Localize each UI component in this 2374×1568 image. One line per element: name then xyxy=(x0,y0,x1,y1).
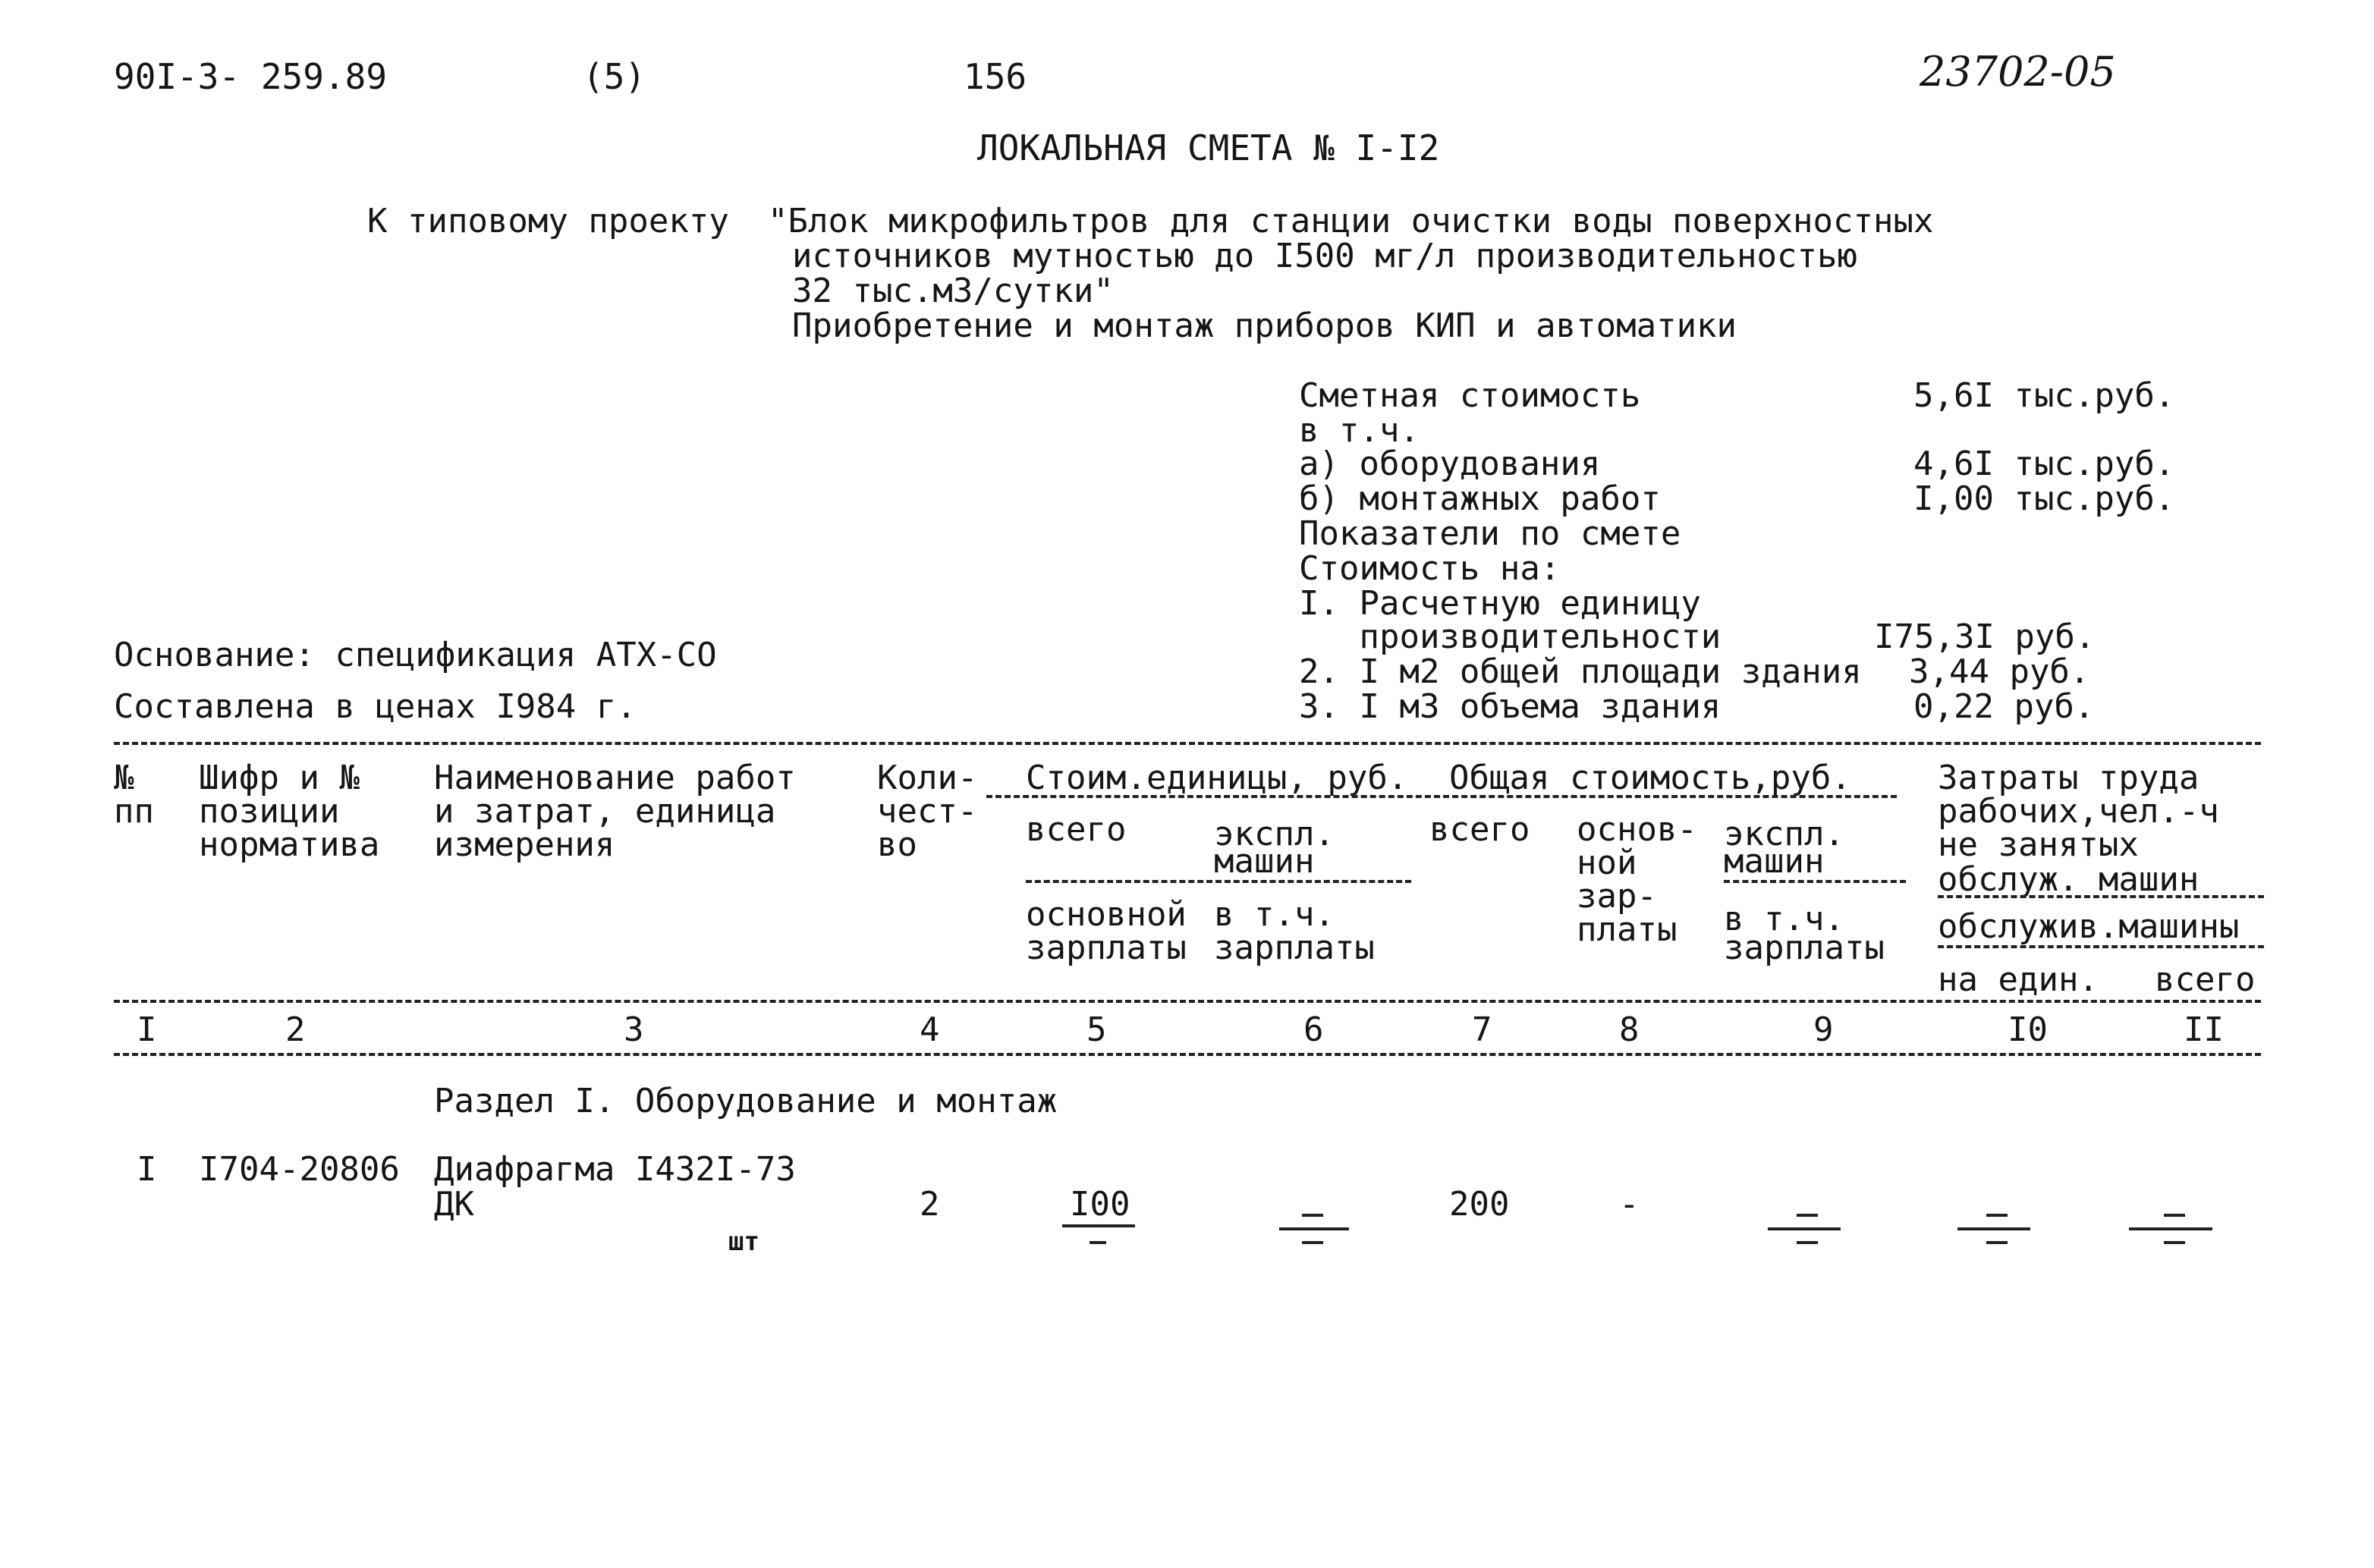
col-number-6: 6 xyxy=(1303,1010,1324,1049)
summary-value-cost: 5,6I тыс.руб. xyxy=(1913,376,2175,415)
col9-header-top-line2: машин xyxy=(1724,842,1825,881)
row-col11-dash-top xyxy=(2164,1214,2185,1217)
summary-label-cost: Сметная стоимость xyxy=(1299,376,1641,415)
unit-cost-group-header: Стоим.единицы, руб. xyxy=(1026,759,1408,797)
col1-header-line2: пп xyxy=(114,792,154,831)
col-number-1: I xyxy=(137,1010,157,1049)
page-number: 156 xyxy=(964,56,1027,97)
handwritten-number: 23702-05 xyxy=(1920,48,2116,96)
row-unit: шт xyxy=(728,1227,759,1257)
table-top-rule xyxy=(114,742,2261,745)
col8-header-line3: зар- xyxy=(1577,877,1657,916)
project-line-1: "Блок микрофильтров для станции очистки воды поверхностных xyxy=(768,202,1934,240)
col6-header-bottom-line1: в т.ч. xyxy=(1214,895,1335,934)
col8-header-line4: платы xyxy=(1577,910,1678,949)
summary-label-unit: I. Расчетную единицу xyxy=(1299,584,1701,623)
row-col9-fraction-bar xyxy=(1768,1227,1841,1230)
basis-specification: Основание: спецификация АТХ-СО xyxy=(114,636,717,674)
row-quantity: 2 xyxy=(920,1185,940,1224)
project-prefix: К типовому проекту xyxy=(367,202,729,240)
col9-header-bottom-line1: в т.ч. xyxy=(1724,900,1844,938)
labor-header-line3: не занятых xyxy=(1938,825,2139,864)
col11-header: всего xyxy=(2155,960,2256,999)
project-line-3: 32 тыс.м3/сутки" xyxy=(792,272,1114,310)
summary-label-including: в т.ч. xyxy=(1299,411,1420,450)
col-number-4: 4 xyxy=(920,1010,940,1049)
document-code: 90I-3- 259.89 xyxy=(114,56,388,97)
row-col10-dash-bottom xyxy=(1986,1241,2008,1244)
col-number-11: II xyxy=(2184,1010,2224,1049)
col3-header-line2: и затрат, единица xyxy=(434,792,776,831)
row-col5-value: I00 xyxy=(1070,1185,1130,1224)
row-number: I xyxy=(137,1150,157,1189)
col2-header-line3: норматива xyxy=(199,825,380,864)
summary-label-volume: 3. I м3 объема здания xyxy=(1299,687,1722,726)
col3-header-line1: Наименование работ xyxy=(434,759,796,797)
labor-header-line1: Затраты труда xyxy=(1938,759,2199,797)
col4-header-line2: чест- xyxy=(877,792,978,831)
row-col10-dash-top xyxy=(1986,1214,2008,1217)
col-number-10: I0 xyxy=(2008,1010,2048,1049)
summary-value-productivity: I75,3I руб. xyxy=(1874,617,2096,656)
project-line-4: Приобретение и монтаж приборов КИП и автоматики xyxy=(792,306,1737,345)
col-number-5: 5 xyxy=(1086,1010,1107,1049)
col4-header-line3: во xyxy=(877,825,917,864)
col9-header-top-line1: экспл. xyxy=(1724,815,1844,853)
col-number-9: 9 xyxy=(1813,1010,1834,1049)
cost-group-rule xyxy=(986,795,1897,798)
section-title: Раздел I. Оборудование и монтаж xyxy=(434,1082,1058,1120)
summary-label-productivity: производительности xyxy=(1299,617,1722,656)
row-code: I704-20806 xyxy=(199,1150,400,1189)
labor-header-line2: рабочих,чел.-ч xyxy=(1938,792,2219,831)
volume-number: (5) xyxy=(583,56,646,97)
labor-sub-header-2: обслужив.машины xyxy=(1938,907,2240,946)
summary-value-volume: 0,22 руб. xyxy=(1913,687,2095,726)
row-col11-fraction-bar xyxy=(2129,1227,2212,1230)
summary-value-installation: I,00 тыс.руб. xyxy=(1913,479,2175,518)
summary-label-cost-per: Стоимость на: xyxy=(1299,549,1561,588)
row-col6-dash-top xyxy=(1302,1214,1323,1217)
col5-header-top: всего xyxy=(1026,810,1127,849)
unit-cost-sub-rule xyxy=(1026,880,1411,883)
col6-header-top-line1: экспл. xyxy=(1214,815,1335,853)
summary-label-equipment: а) оборудования xyxy=(1299,445,1601,483)
col6-header-top-line2: машин xyxy=(1214,842,1315,881)
labor-sub-rule-2 xyxy=(1938,945,2264,948)
row-col9-dash-top xyxy=(1797,1214,1818,1217)
total-cost-group-header: Общая стоимость,руб. xyxy=(1449,759,1851,797)
basis-prices: Составлена в ценах I984 г. xyxy=(114,687,637,726)
col7-header: всего xyxy=(1429,810,1530,849)
col8-header-line1: основ- xyxy=(1577,810,1697,849)
row-name-line1: Диафрагма I432I-73 xyxy=(434,1150,796,1189)
col3-header-line3: измерения xyxy=(434,825,615,864)
col2-header-line1: Шифр и № xyxy=(199,759,360,797)
col-number-3: 3 xyxy=(624,1010,644,1049)
col4-header-line1: Коли- xyxy=(877,759,978,797)
document-title: ЛОКАЛЬНАЯ СМЕТА № I-I2 xyxy=(977,127,1440,168)
row-col5-dash xyxy=(1090,1241,1106,1244)
row-col8-value: - xyxy=(1619,1185,1640,1224)
col8-header-line2: ной xyxy=(1577,844,1637,882)
row-col5-fraction-bar xyxy=(1062,1224,1135,1227)
row-col7-value: 200 xyxy=(1449,1185,1510,1224)
column-numbers-rule xyxy=(114,1053,2261,1056)
labor-sub-header-1: обслуж. машин xyxy=(1938,860,2199,899)
row-col6-dash-bottom xyxy=(1302,1241,1323,1244)
col2-header-line2: позиции xyxy=(199,792,340,831)
summary-label-installation: б) монтажных работ xyxy=(1299,479,1661,518)
row-col9-dash-bottom xyxy=(1797,1241,1818,1244)
col-number-8: 8 xyxy=(1619,1010,1640,1049)
summary-label-area: 2. I м2 общей площади здания xyxy=(1299,652,1862,691)
row-col10-fraction-bar xyxy=(1957,1227,2030,1230)
col-number-7: 7 xyxy=(1472,1010,1492,1049)
summary-label-indicators: Показатели по смете xyxy=(1299,514,1681,553)
labor-sub-rule-1 xyxy=(1938,895,2264,898)
summary-value-equipment: 4,6I тыс.руб. xyxy=(1913,445,2175,483)
col5-header-bottom-line1: основной xyxy=(1026,895,1187,934)
row-name-line2: ДК xyxy=(434,1185,474,1224)
col9-header-bottom-line2: зарплаты xyxy=(1724,929,1885,967)
header-bottom-rule xyxy=(114,1000,2261,1003)
col10-header: на един. xyxy=(1938,960,2099,999)
col5-header-bottom-line2: зарплаты xyxy=(1026,929,1187,967)
project-line-2: источников мутностью до I500 мг/л производительностью xyxy=(792,237,1857,275)
summary-value-area: 3,44 руб. xyxy=(1909,652,2090,691)
col1-header-line1: № xyxy=(114,759,134,797)
row-col6-fraction-bar xyxy=(1279,1227,1349,1230)
row-col11-dash-bottom xyxy=(2164,1241,2185,1244)
total-cost-sub-rule xyxy=(1724,880,1906,883)
col-number-2: 2 xyxy=(285,1010,306,1049)
col6-header-bottom-line2: зарплаты xyxy=(1214,929,1375,967)
